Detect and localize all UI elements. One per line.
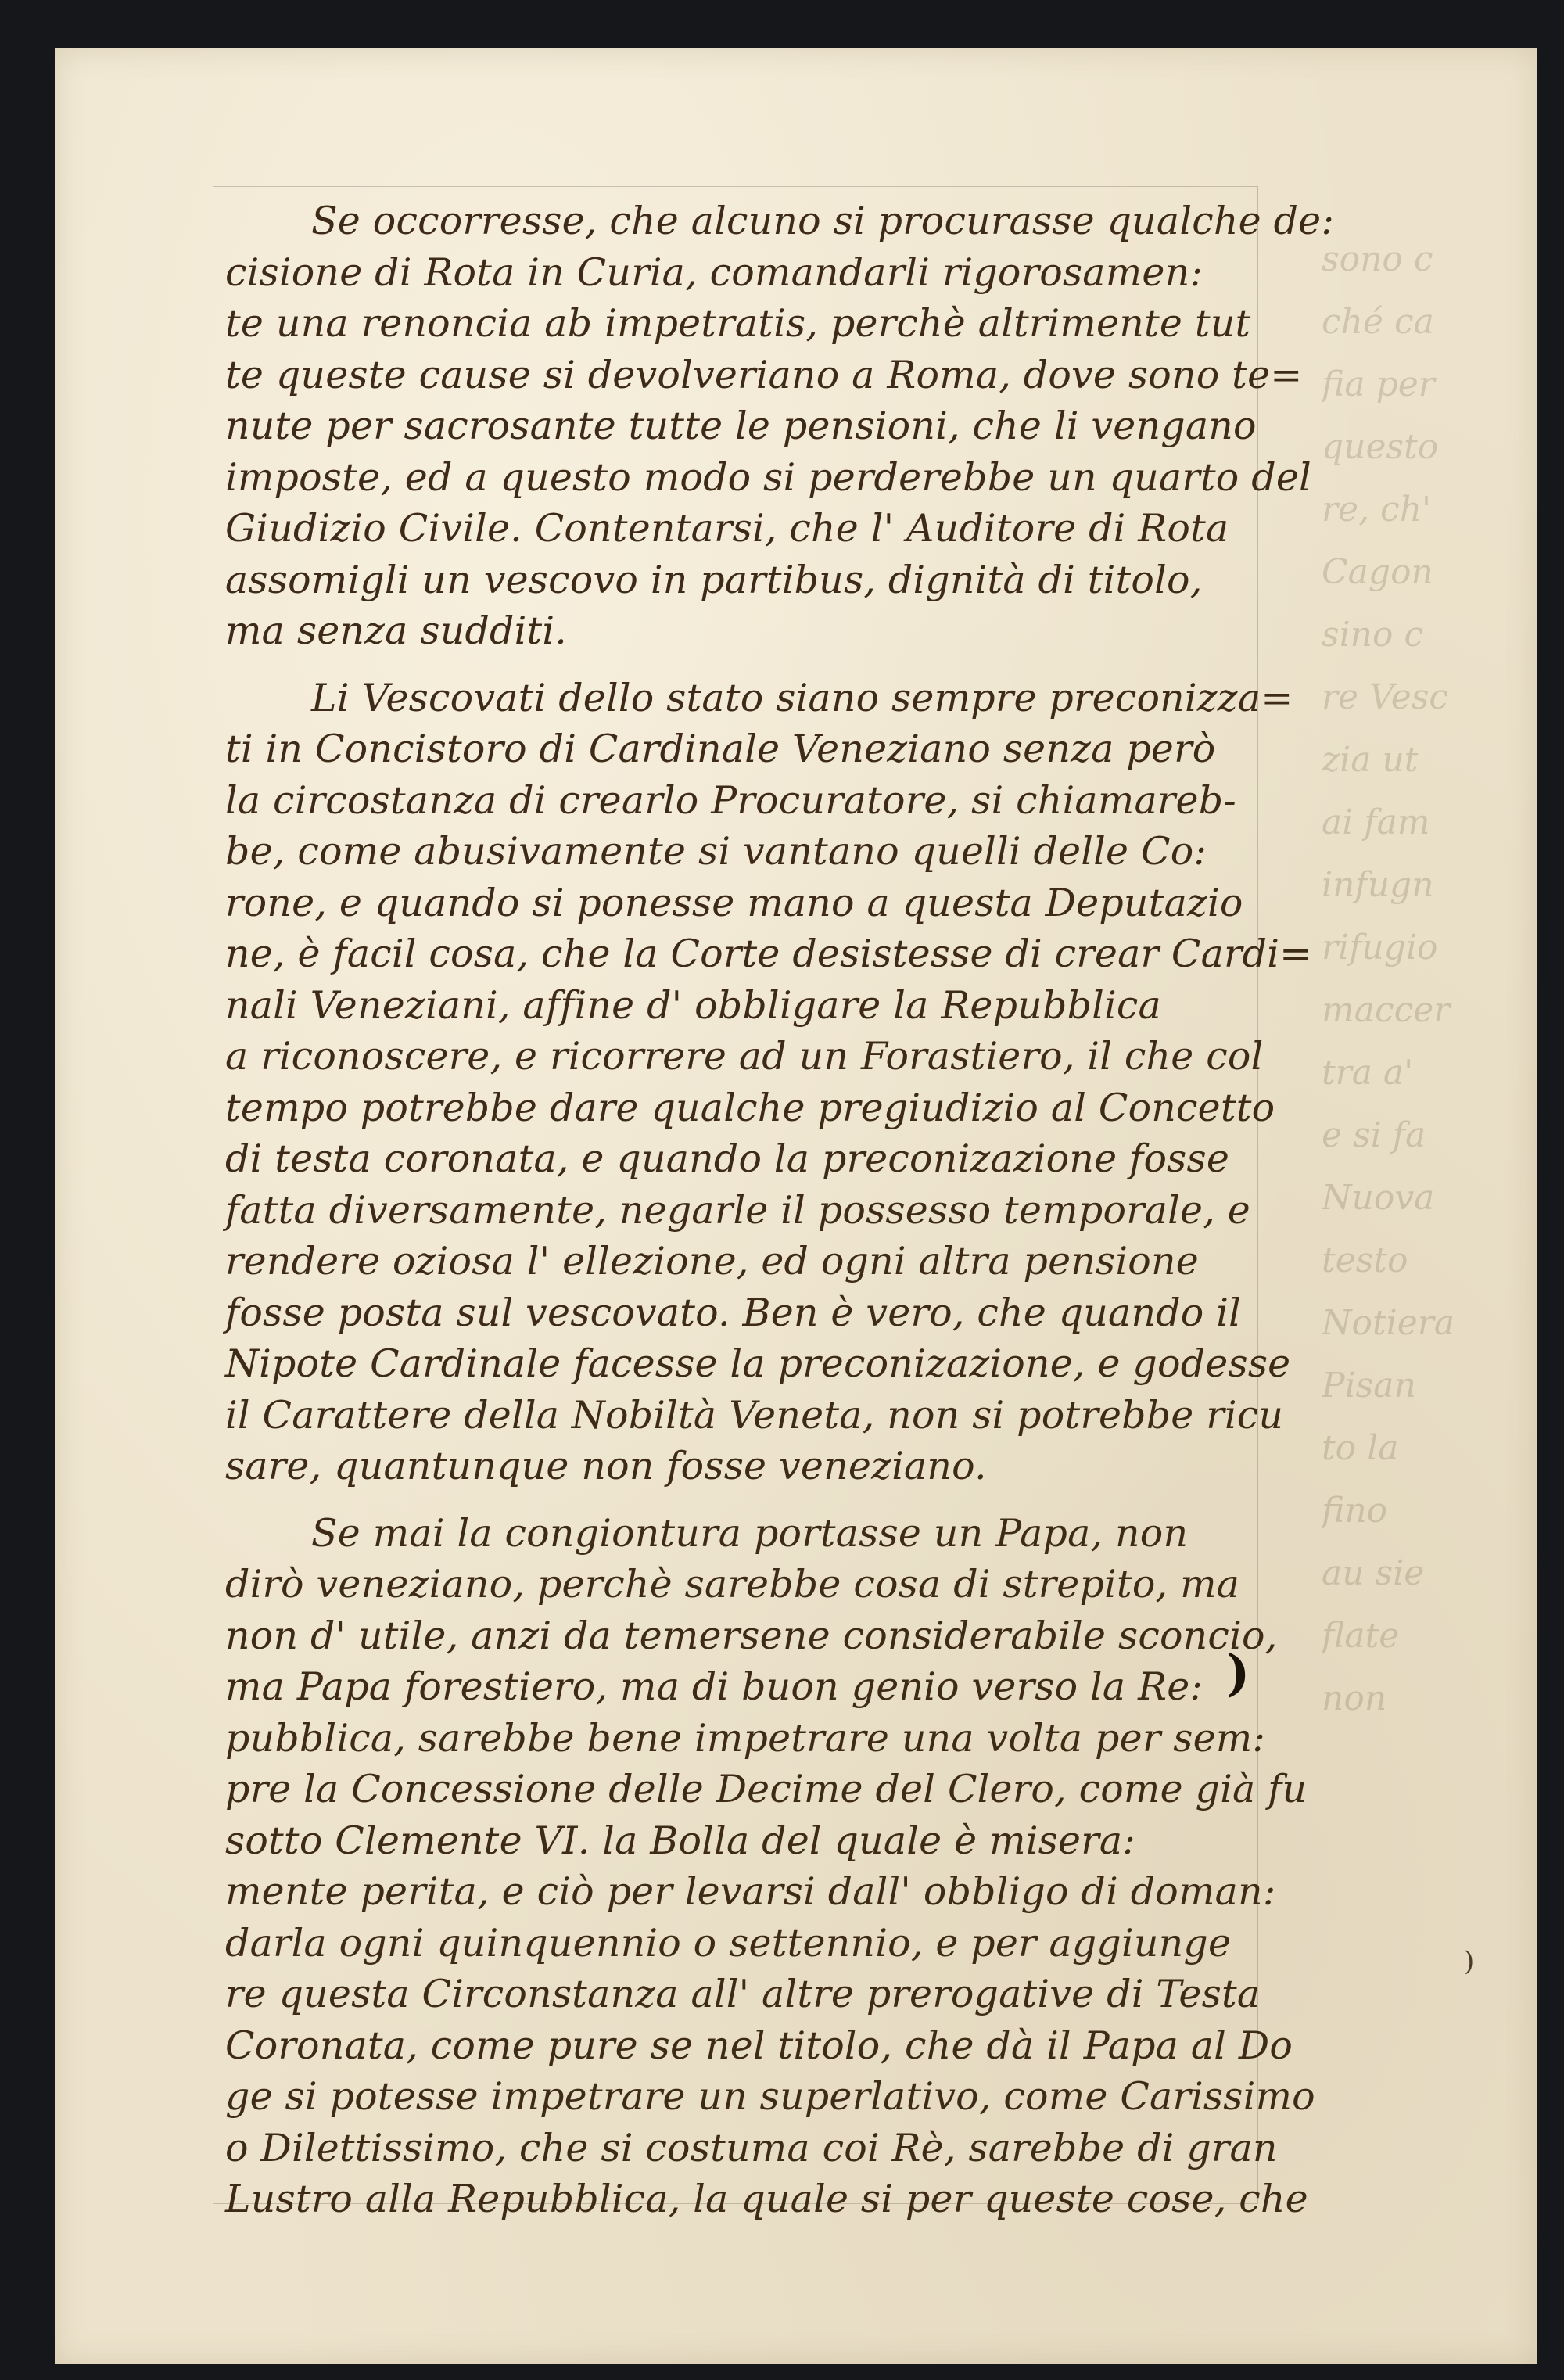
- text-line: re questa Circonstanza all' altre prerogative di Testa: [225, 1972, 1261, 2016]
- bleed-through-line: tra a': [1322, 1053, 1414, 1093]
- text-line: Lustro alla Repubblica, la quale si per queste cose, che: [225, 2177, 1308, 2221]
- bleed-through-line: zia ut: [1322, 740, 1419, 780]
- text-line: fosse posta sul vescovato. Ben è vero, che quando il: [225, 1290, 1242, 1335]
- text-line: mente perita, e ciò per levarsi dall' obbligo di doman:: [225, 1869, 1276, 1914]
- bleed-through-line: sono c: [1322, 239, 1433, 279]
- text-line: Se mai la congiontura portasse un Papa, non: [311, 1510, 1189, 1556]
- text-line: dirò veneziano, perchè sarebbe cosa di strepito, ma: [225, 1562, 1240, 1606]
- bleed-through-line: e si fa: [1322, 1115, 1426, 1155]
- margin-mark: ): [1464, 1946, 1475, 1977]
- bleed-through-line: sino c: [1322, 615, 1424, 655]
- text-line: nute per sacrosante tutte le pensioni, che li vengano: [225, 404, 1257, 448]
- text-line: ne, è facil cosa, che la Corte desistesse di crear Cardi=: [225, 932, 1312, 976]
- text-line: a riconoscere, e ricorrere ad un Forastiero, il che col: [225, 1034, 1264, 1079]
- bleed-through-line: fino: [1322, 1491, 1388, 1531]
- paragraph: [225, 673, 1312, 1492]
- bleed-through-line: questo: [1322, 427, 1439, 467]
- text-line: be, come abusivamente si vantano quelli delle Co:: [225, 829, 1207, 874]
- text-line: ma Papa forestiero, ma di buon genio verso la Re:: [225, 1664, 1203, 1709]
- bleed-through-line: non: [1322, 1678, 1387, 1718]
- bleed-through-line: ai fam: [1322, 802, 1430, 842]
- text-line: te una renoncia ab impetratis, perchè altrimente tut: [225, 301, 1251, 346]
- text-line: assomigli un vescovo in partibus, dignità di titolo,: [225, 557, 1203, 602]
- bleed-through-line: to la: [1322, 1428, 1399, 1468]
- bleed-through-line: Nuova: [1322, 1178, 1435, 1218]
- text-line: sotto Clemente VI. la Bolla del quale è misera:: [225, 1818, 1135, 1863]
- bleed-through-line: au sie: [1322, 1553, 1425, 1593]
- text-line: Nipote Cardinale facesse la preconizazione, e godesse: [225, 1341, 1291, 1386]
- text-line: sare, quantunque non fosse veneziano.: [225, 1444, 987, 1488]
- text-line: fatta diversamente, negarle il possesso temporale, e: [225, 1187, 1251, 1233]
- paragraph: [225, 196, 1335, 657]
- text-line: nali Veneziani, affine d' obbligare la Repubblica: [225, 982, 1161, 1028]
- bleed-through-line: Cagon: [1322, 552, 1433, 592]
- paragraph: [225, 1508, 1315, 2225]
- text-line: rone, e quando si ponesse mano a questa Deputazio: [225, 880, 1243, 925]
- bleed-through-line: ché ca: [1322, 302, 1434, 342]
- text-line: darla ogni quinquennio o settennio, e per aggiunge: [225, 1920, 1232, 1965]
- text-line: di testa coronata, e quando la preconizazione fosse: [225, 1136, 1230, 1181]
- bleed-through-line: re Vesc: [1322, 677, 1449, 717]
- text-line: Giudizio Civile. Contentarsi, che l' Auditore di Rota: [225, 506, 1229, 551]
- text-line: cisione di Rota in Curia, comandarli rigorosamen:: [225, 249, 1203, 295]
- bleed-through-line: flate: [1322, 1616, 1400, 1656]
- text-line: Coronata, come pure se nel titolo, che dà il Papa al Do: [225, 2023, 1293, 2068]
- text-line: imposte, ed a questo modo si perderebbe un quarto del: [225, 454, 1311, 500]
- bleed-through-line: testo: [1322, 1240, 1408, 1280]
- text-line: te queste cause si devolveriano a Roma, dove sono te=: [225, 352, 1303, 397]
- bleed-through-line: rifugio: [1322, 928, 1438, 967]
- bleed-through-line: infugn: [1322, 865, 1434, 905]
- bleed-through-line: fia per: [1322, 364, 1435, 404]
- ink-bracket-mark: ): [1226, 1644, 1250, 1703]
- text-line: o Dilettissimo, che si costuma coi Rè, sarebbe di gran: [225, 2125, 1278, 2170]
- text-line: ge si potesse impetrare un superlativo, come Carissimo: [225, 2074, 1315, 2119]
- bleed-through-line: Pisan: [1322, 1366, 1416, 1405]
- text-line: pre la Concessione delle Decime del Clero, come già fu: [225, 1767, 1308, 1811]
- text-line: Se occorresse, che alcuno si procurasse qualche de:: [311, 199, 1335, 243]
- bleed-through-line: re, ch': [1322, 490, 1432, 529]
- handwritten-text-block: [225, 196, 1335, 2241]
- text-line: non d' utile, anzi da temersene considerabile sconcio,: [225, 1613, 1278, 1658]
- bleed-through-line: Notiera: [1322, 1303, 1455, 1343]
- text-line: pubblica, sarebbe bene impetrare una volta per sem:: [225, 1715, 1266, 1761]
- text-line: Li Vescovati dello stato siano sempre preconizza=: [311, 675, 1293, 720]
- bleed-through-line: maccer: [1322, 990, 1451, 1030]
- text-line: tempo potrebbe dare qualche pregiudizio al Concetto: [225, 1085, 1275, 1130]
- text-line: il Carattere della Nobiltà Veneta, non si potrebbe ricu: [225, 1392, 1284, 1438]
- text-line: ti in Concistoro di Cardinale Veneziano senza però: [225, 727, 1216, 771]
- bleed-through-text: [1322, 228, 1564, 2231]
- text-line: ma senza sudditi.: [225, 608, 568, 653]
- text-line: rendere oziosa l' ellezione, ed ogni altra pensione: [225, 1239, 1199, 1283]
- text-line: la circostanza di crearlo Procuratore, si chiamareb-: [225, 777, 1237, 823]
